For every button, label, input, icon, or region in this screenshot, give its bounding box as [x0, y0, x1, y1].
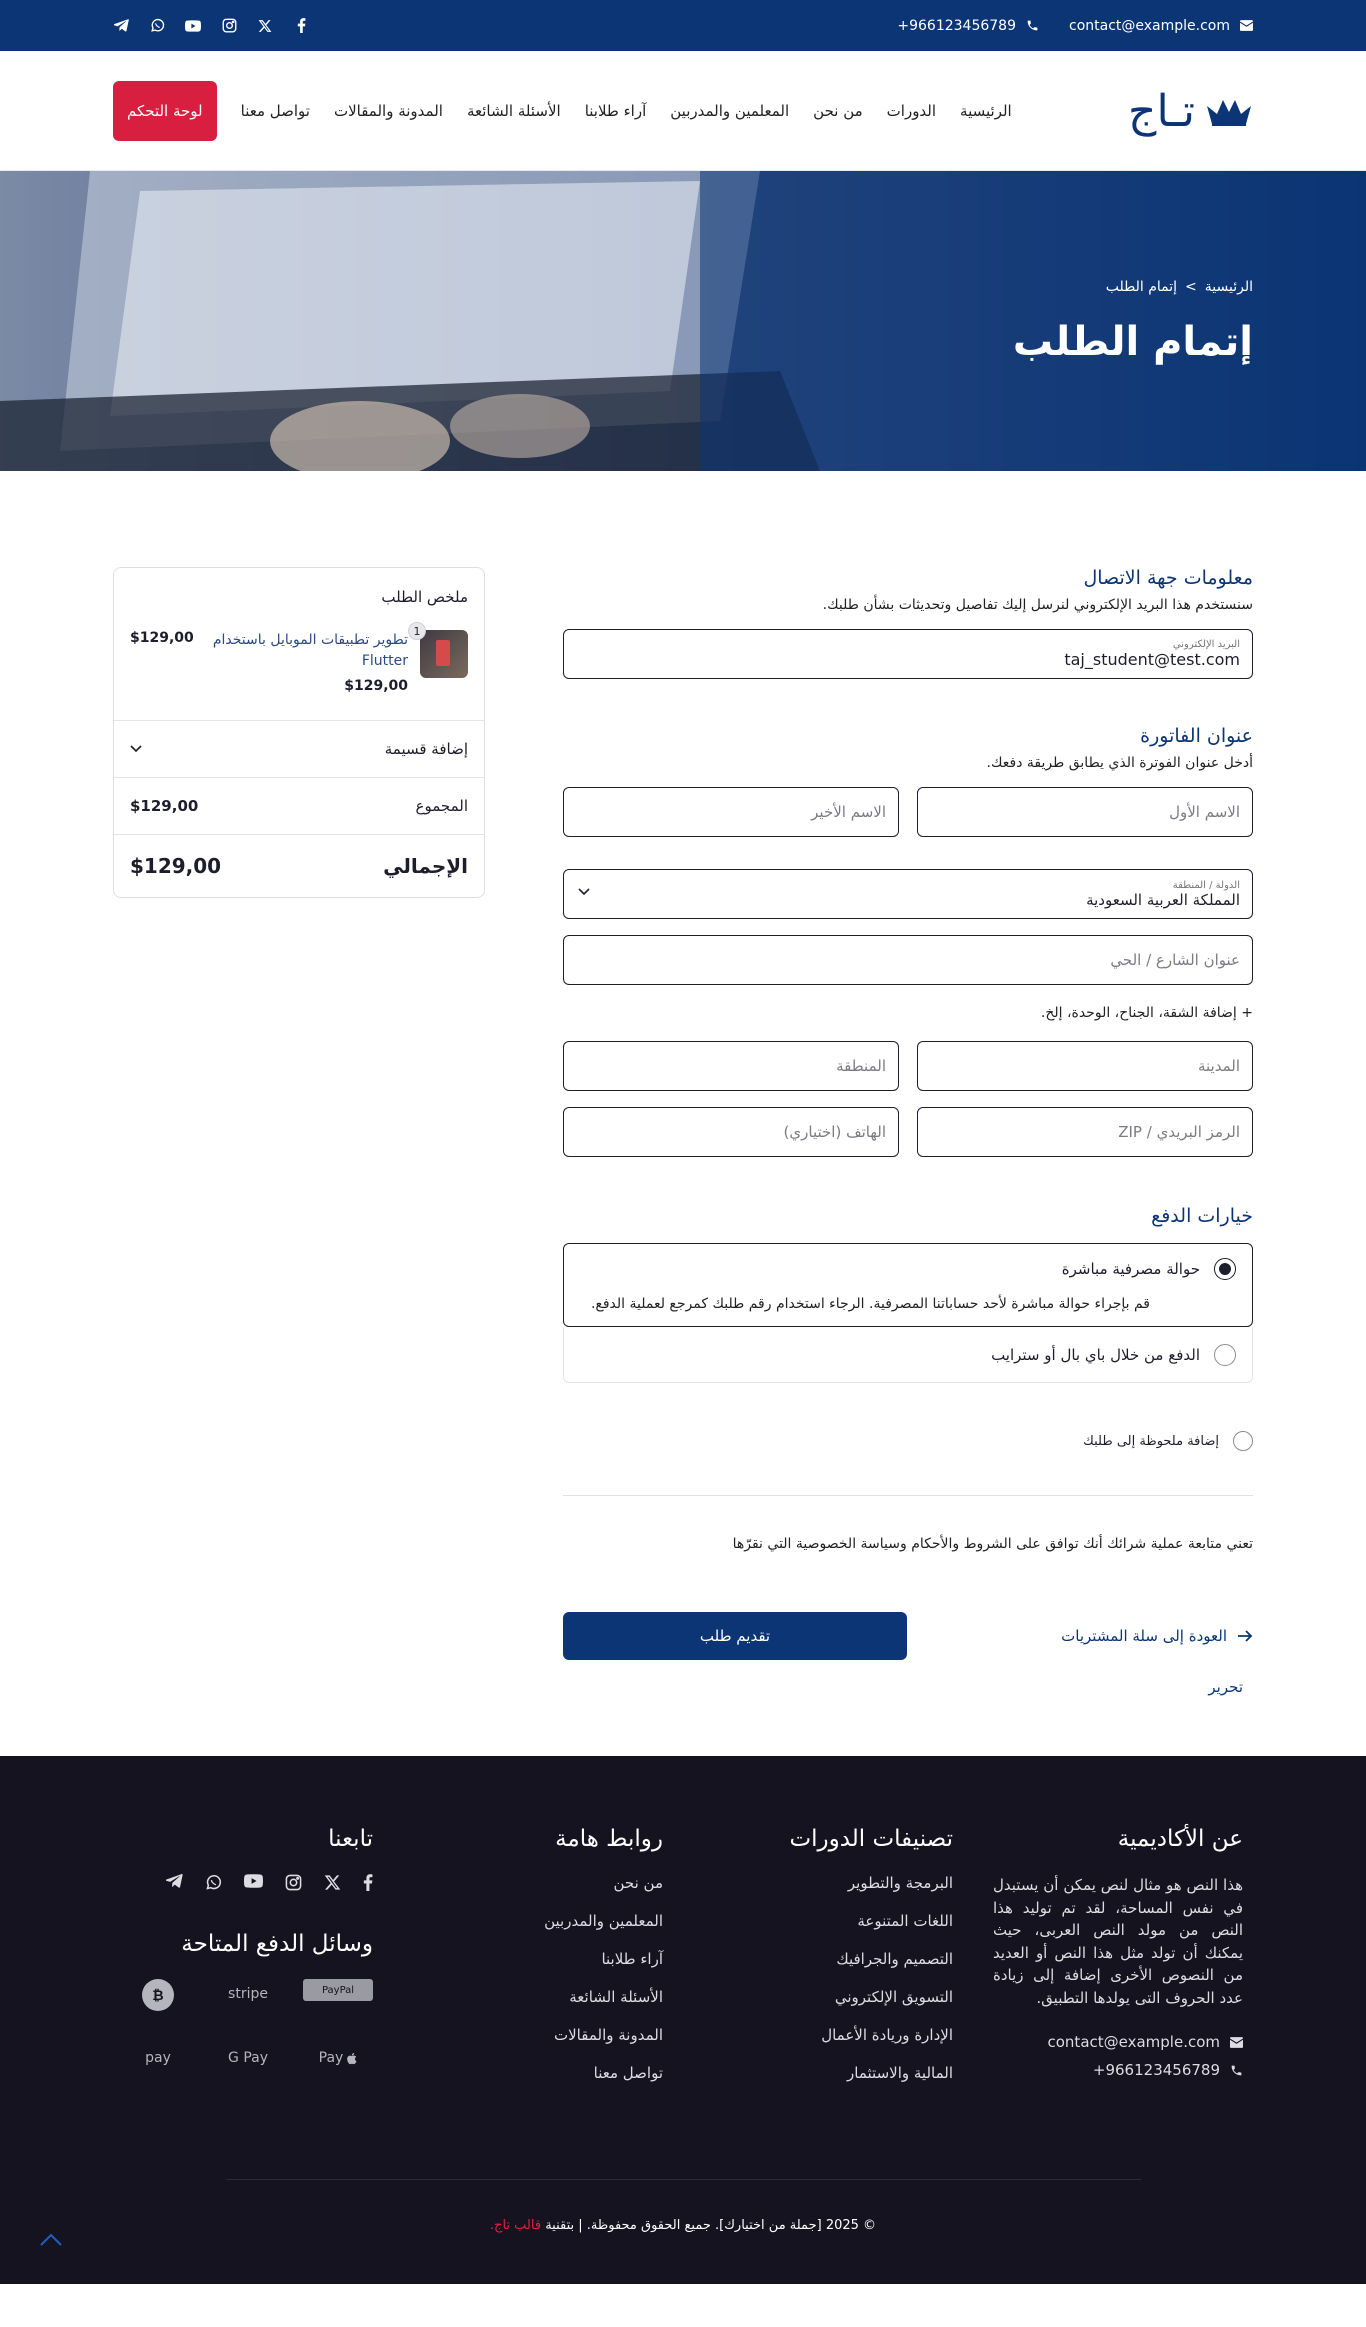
email-field[interactable] [563, 629, 1253, 679]
nav-courses[interactable]: الدورات [886, 102, 937, 120]
region-field[interactable] [563, 1041, 899, 1091]
footer-divider [226, 2179, 1141, 2180]
street-field[interactable] [563, 935, 1253, 985]
order-note-label: إضافة ملحوظة إلى طلبك [1083, 1433, 1219, 1449]
country-select-value: المملكة العربية السعودية [1086, 890, 1240, 909]
page-title: إتمام الطلب [1012, 319, 1253, 365]
footer-category-link[interactable]: البرمجة والتطوير [847, 1874, 953, 1892]
envelope-icon [1230, 2037, 1243, 2048]
add-coupon-toggle[interactable] [114, 721, 484, 778]
x-icon[interactable] [257, 18, 273, 34]
nav-home[interactable]: الرئيسية [960, 102, 1012, 120]
top-phone[interactable] [897, 18, 1039, 34]
instagram-icon[interactable] [285, 1874, 302, 1891]
phone-field[interactable] [563, 1107, 899, 1157]
email-field-value: taj_student@test.com [1064, 650, 1240, 669]
telegram-icon[interactable] [166, 1874, 183, 1891]
phone-image-icon [436, 640, 450, 666]
payment-option-bank[interactable] [563, 1243, 1253, 1327]
amazon-pay-logo-icon: pay [145, 2050, 171, 2066]
payment-option-paypal[interactable] [563, 1327, 1253, 1383]
footer-link[interactable]: من نحن [613, 1874, 663, 1892]
email-field-label: البريد الإلكتروني [1172, 639, 1240, 650]
street-placeholder: عنوان الشارع / الحي [1110, 951, 1240, 969]
order-summary-title: ملخص الطلب [381, 588, 468, 606]
site-header [0, 51, 1366, 171]
paypal-logo-icon: PayPal [303, 1979, 373, 2001]
billing-section-title: عنوان الفاتورة [1140, 725, 1253, 747]
bank-transfer-desc: قم بإجراء حوالة مباشرة لأحد حساباتنا المصرفية. الرجاء استخدام رقم طلبك كمرجع لعملية الدفع. [590, 1296, 1150, 1312]
checkout-form [563, 567, 1253, 1696]
footer-links-title: روابط هامة [555, 1826, 663, 1852]
arrow-right-icon [1237, 1630, 1253, 1642]
paypal-stripe-radio[interactable] [1214, 1344, 1236, 1366]
footer-category-link[interactable]: اللغات المتنوعة [857, 1912, 953, 1930]
chevron-down-icon [578, 888, 590, 896]
divider [563, 1495, 1253, 1496]
crown-icon [1205, 96, 1253, 126]
footer-category-link[interactable]: التصميم والجرافيك [836, 1950, 953, 1968]
last-name-placeholder: الاسم الأخير [811, 803, 886, 821]
footer-phone[interactable] [993, 2061, 1243, 2079]
nav-about[interactable]: من نحن [813, 102, 863, 120]
billing-section-desc: أدخل عنوان الفوترة الذي يطابق طريقة دفعك. [986, 755, 1253, 771]
facebook-icon[interactable] [293, 18, 309, 34]
city-placeholder: المدينة [1197, 1057, 1240, 1075]
nav-teachers[interactable]: المعلمين والمدربين [670, 102, 790, 120]
first-name-field[interactable] [917, 787, 1253, 837]
bitcoin-logo-icon: ₿ [142, 1979, 174, 2011]
apple-pay-label: Pay [318, 2050, 344, 2066]
top-social [113, 18, 309, 34]
logo-text: تـاج [1128, 85, 1195, 137]
subtotal-label: المجموع [415, 797, 468, 815]
telegram-icon[interactable] [113, 18, 129, 34]
footer-link[interactable]: تواصل معنا [593, 2064, 663, 2082]
course-thumbnail [413, 624, 468, 678]
last-name-field[interactable] [563, 787, 899, 837]
footer-follow-title: تابعنا [328, 1826, 373, 1852]
item-unit-price: $129,00 [344, 678, 408, 694]
contact-section-desc: سنستخدم هذا البريد الإلكتروني لنرسل إليك تفاصيل وتحديثات بشأن طلبك. [822, 597, 1253, 613]
footer-category-link[interactable]: التسويق الإلكتروني [834, 1988, 953, 2006]
footer-link[interactable]: الأسئلة الشائعة [569, 1988, 663, 2006]
terms-notice: تعني متابعة عملية شرائك أنك توافق على الشروط والأحكام وسياسة الخصوصية التي نقرّها [732, 1536, 1253, 1552]
footer-categories [703, 1826, 953, 2102]
subtotal-value: $129,00 [130, 797, 199, 815]
page-hero [0, 171, 1366, 471]
paypal-stripe-label: الدفع من خلال باي بال أو سترايب [991, 1345, 1200, 1364]
back-to-cart-label: العودة إلى سلة المشتريات [1061, 1627, 1227, 1645]
total-value: $129,00 [130, 854, 222, 878]
chevron-down-icon [130, 745, 142, 753]
whatsapp-icon[interactable] [205, 1874, 222, 1891]
nav-testimonials[interactable]: آراء طلابنا [584, 102, 647, 120]
order-summary [113, 567, 485, 898]
footer-email-text: contact@example.com [1047, 2033, 1220, 2051]
email-address: contact@example.com [1069, 17, 1230, 34]
footer-category-link[interactable]: المالية والاستثمار [847, 2064, 953, 2082]
footer-follow [123, 1826, 373, 2102]
top-email[interactable] [1069, 18, 1253, 34]
footer-email[interactable] [993, 2033, 1243, 2051]
order-item [114, 620, 484, 721]
facebook-icon[interactable] [363, 1874, 373, 1891]
footer-bottom [0, 2179, 1366, 2284]
footer-category-link[interactable]: الإدارة وريادة الأعمال [821, 2026, 953, 2044]
breadcrumb-home[interactable]: الرئيسية [1204, 279, 1253, 295]
zip-placeholder: الرمز البريدي / ZIP [1118, 1123, 1240, 1141]
checkout-main [0, 471, 1366, 1756]
add-apartment-link[interactable]: + إضافة الشقة، الجناح، الوحدة، إلخ. [1040, 1005, 1253, 1021]
footer-about-title: عن الأكاديمية [1117, 1826, 1243, 1852]
nav-blog[interactable]: المدونة والمقالات [333, 102, 443, 120]
phone-placeholder: الهاتف (اختياري) [783, 1123, 886, 1141]
footer-social [123, 1874, 373, 1891]
scroll-to-top-button[interactable] [40, 2233, 62, 2246]
top-bar [0, 0, 1366, 51]
order-note-toggle[interactable] [563, 1431, 1253, 1451]
subtotal-row [114, 778, 484, 835]
envelope-icon [1240, 20, 1253, 31]
apple-pay-logo-icon [303, 2043, 373, 2073]
footer-phone-text: +966123456789 [1092, 2061, 1220, 2079]
first-name-placeholder: الاسم الأول [1169, 803, 1240, 821]
region-placeholder: المنطقة [836, 1057, 886, 1075]
bank-transfer-radio[interactable] [1214, 1258, 1236, 1280]
copyright [0, 2218, 1366, 2233]
nav-faq[interactable]: الأسئلة الشائعة [466, 102, 561, 120]
country-select[interactable] [563, 869, 1253, 919]
footer-link[interactable]: آراء طلابنا [601, 1950, 663, 1968]
bank-transfer-label: حوالة مصرفية مباشرة [1061, 1260, 1200, 1278]
total-row [114, 835, 484, 897]
edit-link[interactable]: تحرير [1208, 1678, 1243, 1696]
dashboard-button[interactable]: لوحة التحكم [113, 81, 217, 141]
stripe-logo-icon: stripe [228, 1986, 268, 2002]
whatsapp-icon[interactable] [149, 18, 165, 34]
item-price: $129,00 [130, 630, 194, 646]
phone-icon [1026, 19, 1039, 32]
footer-important-links [413, 1826, 663, 2102]
add-coupon-label: إضافة قسيمة [384, 740, 468, 758]
footer-about-text: هذا النص هو مثال لنص يمكن أن يستبدل في نفس المساحة، لقد تم توليد هذا النص من مولد النص العربى، حيث يمكنك أن تولد مثل هذا النص أو العديد من النصوص الأخرى إضافة إلى زيادة عدد الحروف التى يولدها التطبيق. [993, 1876, 1243, 2007]
footer-payments-title: وسائل الدفع المتاحة [181, 1931, 373, 1957]
footer-categories-title: تصنيفات الدورات [789, 1826, 953, 1852]
breadcrumb-separator: > [1185, 279, 1197, 295]
zip-field[interactable] [917, 1107, 1253, 1157]
order-note-checkbox[interactable] [1233, 1431, 1253, 1451]
city-field[interactable] [917, 1041, 1253, 1091]
back-to-cart-link[interactable] [1061, 1627, 1253, 1645]
site-footer [0, 1756, 1366, 2284]
youtube-icon[interactable] [185, 18, 201, 34]
copyright-text: © 2025 [جملة من اختيارك]. جميع الحقوق محفوظة. | بتقنية [545, 2218, 877, 2233]
item-quantity-badge: 1 [408, 622, 426, 640]
nav-contact[interactable]: تواصل معنا [240, 102, 310, 120]
google-pay-logo-icon: G Pay [228, 2050, 268, 2066]
x-icon[interactable] [324, 1874, 341, 1891]
theme-credit-link[interactable]: قالب تاج. [489, 2218, 542, 2233]
phone-icon [1230, 2064, 1243, 2077]
item-name: تطوير تطبيقات الموبايل باستخدام Flutter [212, 632, 408, 669]
place-order-button[interactable]: تقديم طلب [563, 1612, 907, 1660]
breadcrumb [1106, 279, 1253, 295]
main-nav [113, 81, 1012, 141]
top-contacts [897, 18, 1253, 34]
youtube-icon[interactable] [244, 1874, 263, 1891]
chevron-up-icon [40, 2233, 62, 2246]
country-select-label: الدولة / المنطقة [1172, 879, 1240, 891]
contact-section-title: معلومات جهة الاتصال [1083, 567, 1253, 589]
footer-about [993, 1826, 1243, 2102]
phone-number: +966123456789 [897, 17, 1016, 34]
site-logo[interactable] [1128, 86, 1253, 137]
payment-methods [123, 1979, 373, 2073]
payment-section-title: خيارات الدفع [1151, 1205, 1253, 1227]
footer-link[interactable]: المعلمين والمدربين [544, 1912, 663, 1930]
instagram-icon[interactable] [221, 18, 237, 34]
footer-link[interactable]: المدونة والمقالات [554, 2026, 663, 2044]
breadcrumb-current: إتمام الطلب [1105, 279, 1178, 295]
total-label: الإجمالي [383, 854, 468, 878]
